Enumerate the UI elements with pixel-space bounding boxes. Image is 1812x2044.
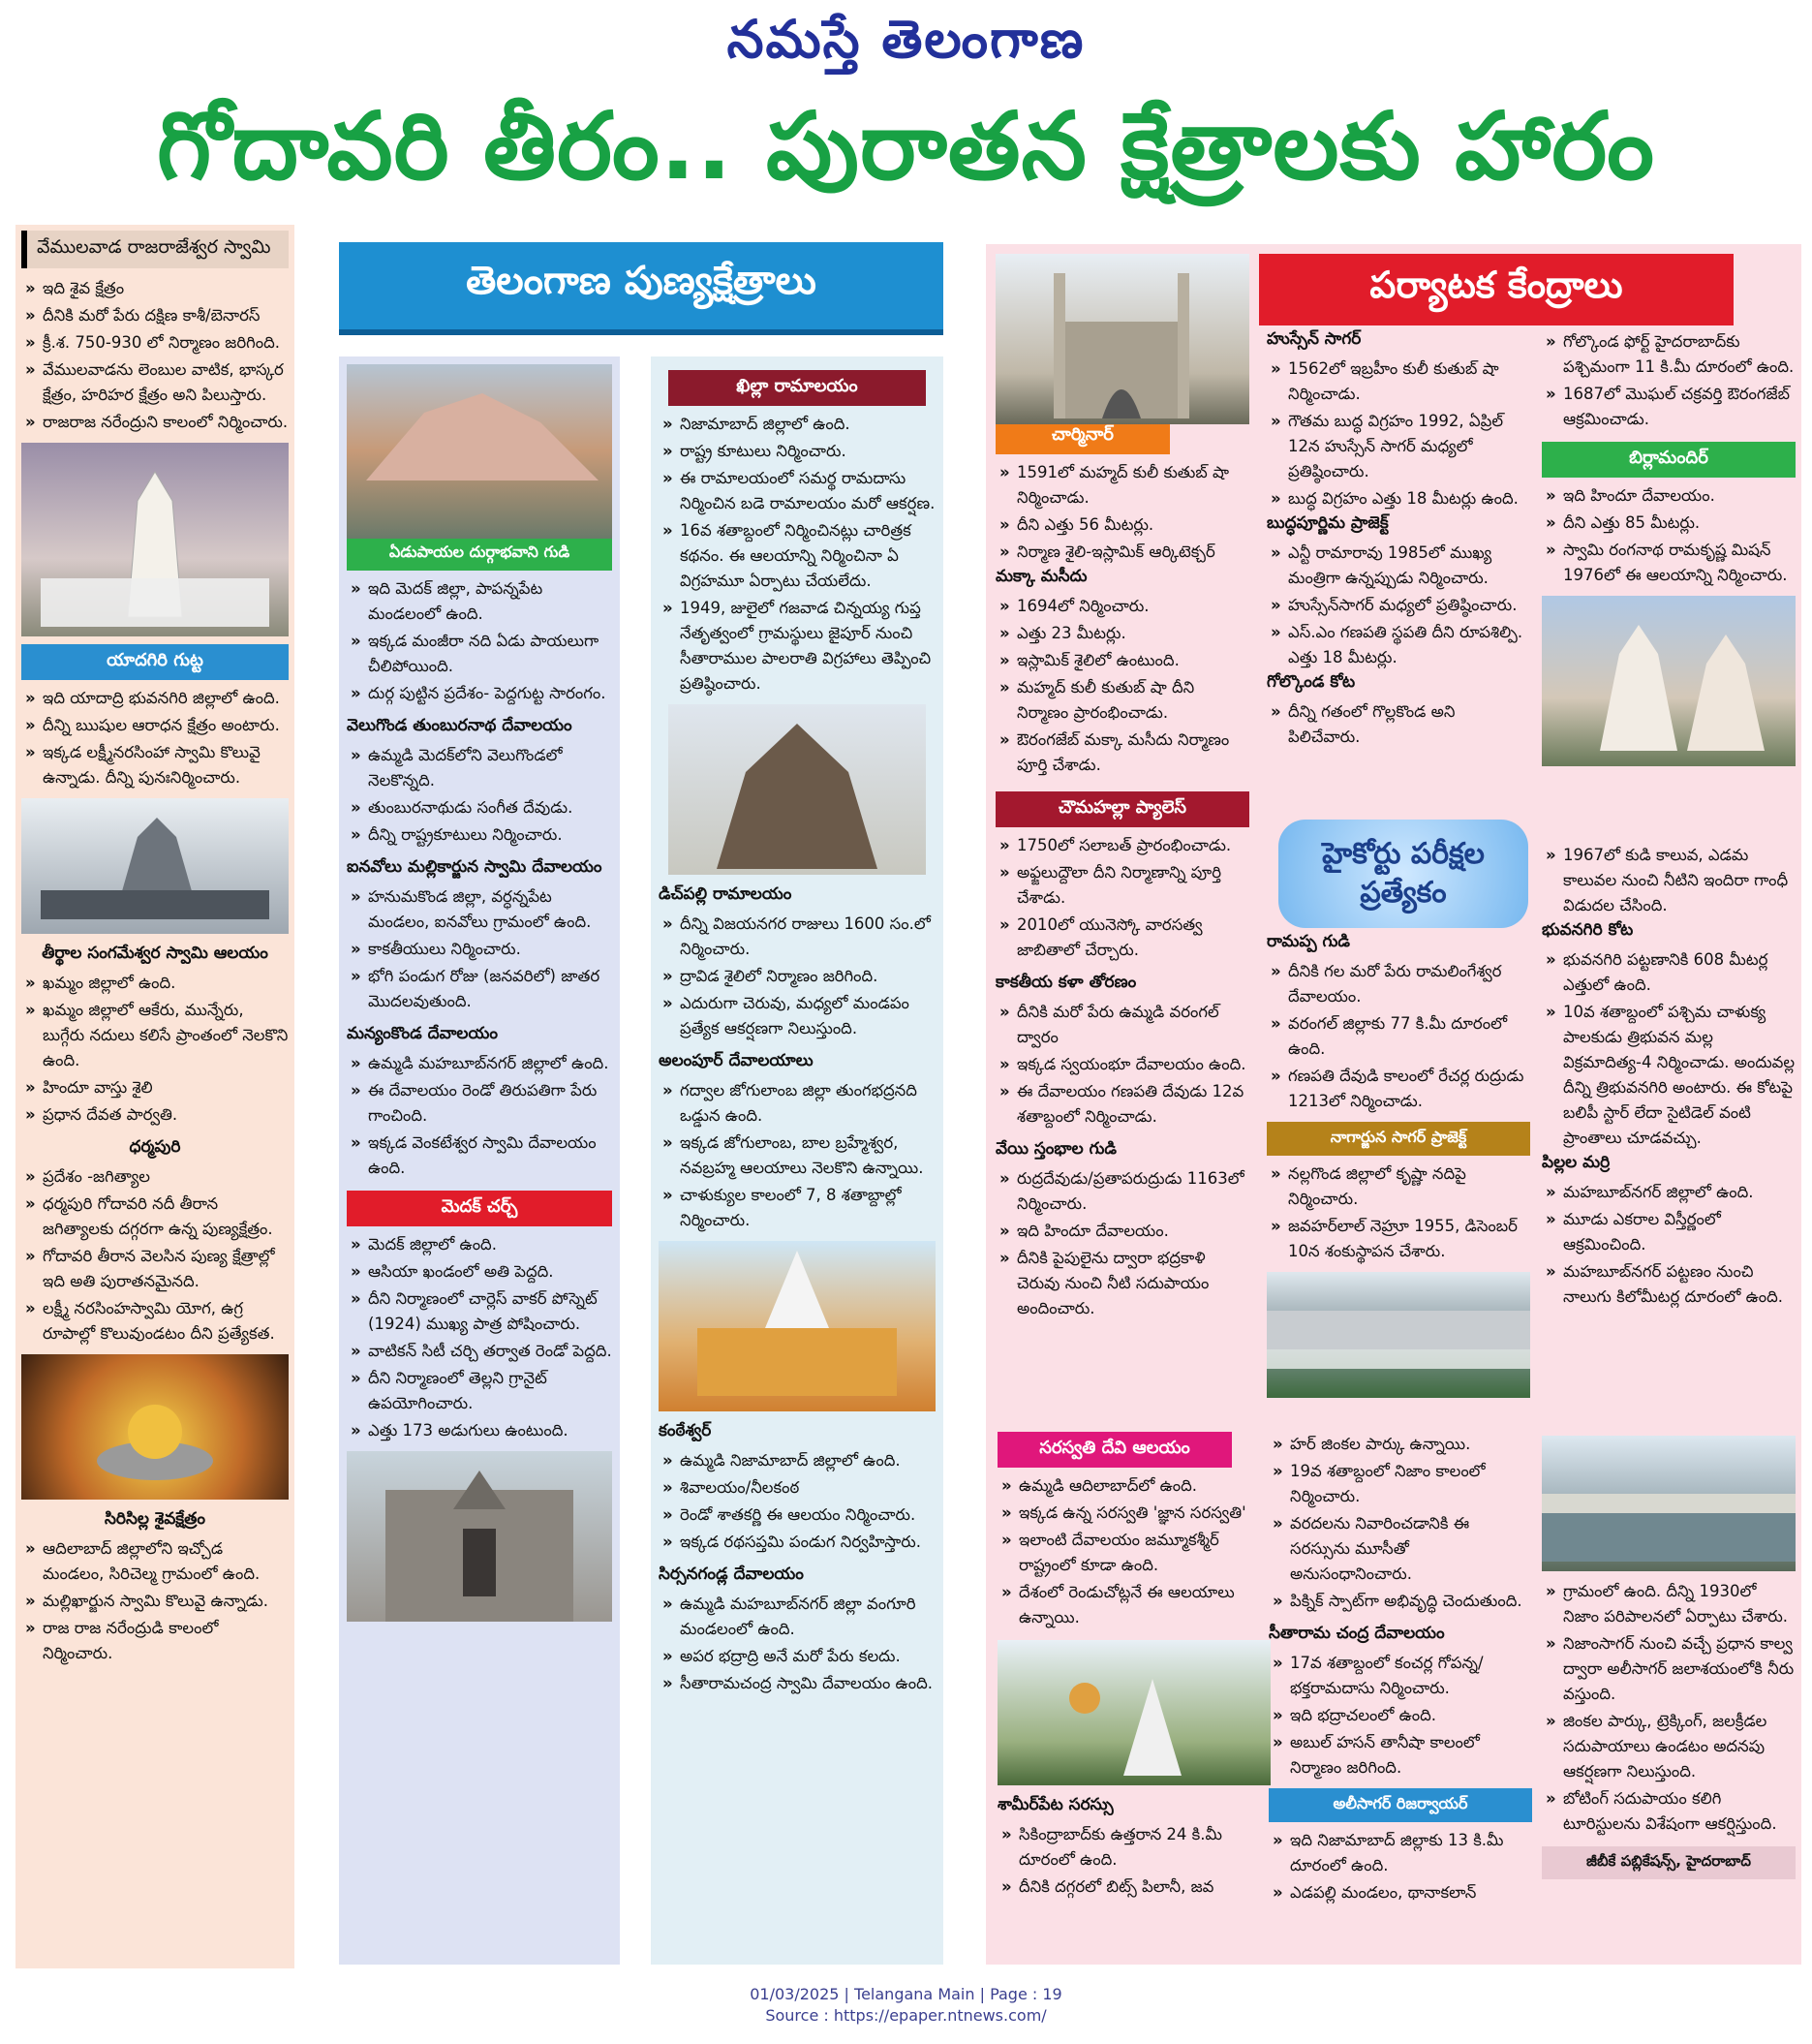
alisagar-photo [1542, 1436, 1796, 1571]
edupayala-title: ఏడుపాయల దుర్గాభవాని గుడి [347, 537, 612, 571]
list-item: » ఎన్టీ రామారావు 1985లో ముఖ్య మంత్రిగా ఉన్నప్పుడు నిర్మించారు. [1267, 541, 1530, 591]
alampur-title: అలంపూర్ దేవాలయాలు [659, 1051, 814, 1070]
charminar-photo [996, 254, 1249, 424]
col1-panel [15, 225, 294, 1968]
list-item: » జింకల పార్కు, ట్రెక్కింగ్, జలక్రీడల సదుపాయాలు ఉండటం అదనపు ఆకర్షణగా నిలుస్తుంది. [1542, 1709, 1796, 1784]
publisher-credit: జీబీకే పబ్లికేషన్స్, హైదరాబాద్ [1542, 1846, 1796, 1879]
list-item: » ఇక్కడ మంజీరా నది ఏడు పాయలుగా చీలిపోయింది. [347, 629, 612, 679]
chowmahalla-list [996, 833, 1249, 963]
list-item: » దీన్ని రాష్ట్రకూటులు నిర్మించారు. [347, 822, 612, 848]
list-item: » ప్రదేశం -జగిత్యాల [21, 1164, 289, 1190]
saraswati-list [998, 1473, 1271, 1630]
list-item: » నల్లగొండ జిల్లాలో కృష్ణా నదిపై నిర్మించారు. [1267, 1161, 1530, 1212]
list-item: » ఆసియా ఖండంలో అతి పెద్దది. [347, 1259, 612, 1285]
list-item: » రెండో శాతకర్ణి ఈ ఆలయం నిర్మించారు. [659, 1502, 936, 1528]
masthead-logo: నమస్తే తెలంగాణ [726, 8, 1086, 70]
seetharama-list [1269, 1651, 1532, 1781]
footer-date-line: 01/03/2025 | Telangana Main | Page : 19 [750, 1985, 1062, 2003]
medak-church-photo [347, 1451, 612, 1622]
list-item: » ఇది యాదాద్రి భువనగిరి జిల్లాలో ఉంది. [21, 686, 289, 711]
buddha-list [1267, 541, 1530, 670]
alisagar-title: అలీసాగర్ రిజర్వాయర్ [1269, 1788, 1532, 1822]
inavolu-list [347, 884, 612, 1014]
col4-lower [998, 1432, 1271, 1955]
list-item: » మహ్మద్ కులీ కుతుబ్ షా దీని నిర్మాణం ప్రారంభించాడు. [996, 675, 1249, 726]
makka-title: మక్కా మసీదు [996, 567, 1088, 586]
right-banner-text: పర్యాటక కేంద్రాలు [1369, 263, 1623, 306]
list-item: » అఫ్జలుద్దౌలా దీని నిర్మాణాన్ని పూర్తి చేశాడు. [996, 860, 1249, 911]
center-banner [339, 242, 943, 335]
list-item: » దీనికి దగ్గరలో బిట్స్ పిలానీ, జవ [998, 1874, 1271, 1900]
list-item: » దీనికి మరో పేరు ఉమ్మడి వరంగల్ ద్వారం [996, 1000, 1249, 1050]
ramappa-title: రామప్ప గుడి [1267, 932, 1350, 951]
bhongir-list [1542, 947, 1796, 1151]
dharmapuri-list [21, 1164, 289, 1347]
list-item: » నిజాంసాగర్ నుంచి వచ్చే ప్రధాన కాల్వ ద్వారా అలీసాగర్ జలాశయంలోకి నీరు వస్తుంది. [1542, 1631, 1796, 1707]
list-item: » అపర భద్రాద్రి అనే మరో పేరు కలదు. [659, 1644, 936, 1669]
nagarjuna-list [1267, 1161, 1530, 1264]
list-item: » నిర్మాణ శైలి-ఇస్లామిక్ ఆర్కిటెక్చర్ [996, 540, 1249, 565]
list-item: » చాళుక్యుల కాలంలో 7, 8 శతాబ్దాల్లో నిర్మించారు. [659, 1183, 936, 1233]
col6-lower [1542, 1436, 1796, 1959]
medak-title: మెదక్ చర్చ్ [347, 1191, 612, 1226]
list-item: » గ్రామంలో ఉంది. దీన్ని 1930లో నిజాం పరిపాలనలో ఏర్పాటు చేశారు. [1542, 1579, 1796, 1629]
list-item: » 1591లో మహ్మద్ కులీ కుతుబ్ షా నిర్మించాడు. [996, 460, 1249, 511]
chowmahalla-title: చౌమహల్లా ప్యాలెస్ [996, 791, 1249, 827]
list-item: » ధర్మపురి గోదావరి నదీ తీరాన జగిత్యాలకు దగ్గరగా ఉన్న పుణ్యక్షేత్రం. [21, 1192, 289, 1242]
hussain-title: హుస్సేన్ సాగర్ [1267, 329, 1362, 349]
charminar-title: చార్మినార్ [996, 418, 1170, 454]
edupayala-list [347, 576, 612, 706]
col5-lower [1269, 1432, 1532, 1955]
list-item: » వాటికన్ సిటీ చర్చి తర్వాత రెండో పెద్దది. [347, 1339, 612, 1364]
list-item: » హర్ జింకల పార్కు ఉన్నాయి. [1269, 1432, 1532, 1457]
list-item: » ఈ రామాలయంలో సమర్థ రామదాసు నిర్మించిన బడె రామాలయం మరో ఆకర్షణ. [659, 466, 936, 516]
list-item: » బుద్ధ విగ్రహం ఎత్తు 18 మీటర్లు ఉంది. [1267, 486, 1530, 511]
col4 [996, 254, 1249, 1416]
veyi-list [996, 1166, 1249, 1321]
list-item: » పిక్నిక్ స్పాట్‌గా అభివృద్ధి చెందుతుంది. [1269, 1589, 1532, 1614]
shamirpet-cont-list [1269, 1432, 1532, 1614]
col5-upper [1267, 329, 1530, 814]
list-item: » కాకతీయులు నిర్మించారు. [347, 937, 612, 962]
list-item: » ఎత్తు 173 అడుగులు ఉంటుంది. [347, 1418, 612, 1443]
list-item: » బోటింగ్ సదుపాయం కలిగి టూరిస్టులను విశేషంగా ఆకర్షిస్తుంది. [1542, 1786, 1796, 1837]
list-item: » ఇక్కడ ఉన్న సరస్వతి 'జ్ఞాన సరస్వతి' [998, 1501, 1271, 1526]
medak-list [347, 1232, 612, 1443]
golconda-fort-list [1542, 329, 1796, 432]
list-item: » దీని నిర్మాణంలో చార్లెస్ వాకర్ పోస్నెట్ (1924) ముఖ్య పాత్ర పోషించారు. [347, 1286, 612, 1337]
list-item: » ఆదిలాబాద్ జిల్లాలోని ఇచ్చోడ మండలం, సిరిచెల్మ గ్రామంలో ఉంది. [21, 1536, 289, 1587]
list-item: » వరంగల్ జిల్లాకు 77 కి.మీ దూరంలో ఉంది. [1267, 1011, 1530, 1062]
list-item: » ఇక్కడ జోగులాంబ, బాల బ్రహ్మేశ్వర, నవబ్రహ్మ ఆలయాలు నెలకొని ఉన్నాయి. [659, 1130, 936, 1181]
col2-panel [339, 356, 620, 1965]
list-item: » ఉమ్మడి మెదక్‌లోని వెలుగొండలో నెలకొన్నది. [347, 743, 612, 793]
list-item: » ప్రధాన దేవత పార్వతి. [21, 1102, 289, 1128]
list-item: » సికింద్రాబాద్‌కు ఉత్తరాన 24 కి.మీ దూరంలో ఉంది. [998, 1822, 1271, 1873]
list-item: » 16వ శతాబ్దంలో నిర్మించినట్లు చారిత్రక కథనం. ఈ ఆలయాన్ని నిర్మించినా ఏ విగ్రహమూ ఏర్పాటు చేయలేదు. [659, 518, 936, 594]
list-item: » ఉమ్మడి మహబూబ్‌నగర్ జిల్లా వంగూరి మండలంలో ఉంది. [659, 1592, 936, 1642]
yadagiri-title: యాదగిరి గుట్ట [21, 644, 289, 680]
list-item: » జవహర్‌లాల్ నెహ్రూ 1955, డిసెంబర్ 10న శంకుస్థాపన చేశారు. [1267, 1214, 1530, 1264]
footer [0, 1984, 1812, 2027]
list-item: » హిందూ వాస్తు శైలి [21, 1075, 289, 1100]
list-item: » రుద్రదేవుడు/ప్రతాపరుద్రుడు 1163లో నిర్మించారు. [996, 1166, 1249, 1217]
special-badge-text: హైకోర్టు పరీక్షల ప్రత్యేకం [1322, 837, 1485, 910]
list-item: » భోగి పండుగ రోజు (జనవరిలో) జాతర మొదలవుతుంది. [347, 964, 612, 1014]
sirisilla-photo [21, 1354, 289, 1500]
list-item: » 2010లో యునెస్కో వారసత్వ జాబితాలో చేర్చారు. [996, 913, 1249, 963]
manyamkonda-list [347, 1051, 612, 1181]
list-item: » రాష్ట్ర కూటులు నిర్మించారు. [659, 439, 936, 464]
list-item: » ఔరంగజేబ్ మక్కా మసీదు నిర్మాణం పూర్తి చేశాడు. [996, 728, 1249, 778]
list-item: » ఎదురుగా చెరువు, మధ్యలో మండపం ప్రత్యేక ఆకర్షణగా నిలుస్తుంది. [659, 991, 936, 1041]
list-item: » మహబూబ్‌నగర్ పట్టణం నుంచి నాలుగు కిలోమీటర్ల దూరంలో ఉంది. [1542, 1259, 1796, 1310]
vemulawada-photo [21, 443, 289, 636]
yadagiri-photo [21, 798, 289, 934]
list-item: » ఈ దేవాలయం గణపతి దేవుడు 12వ శతాబ్దంలో నిర్మించాడు. [996, 1079, 1249, 1130]
edupayala-photo [347, 364, 612, 539]
charminar-list [996, 460, 1249, 565]
list-item: » దీనికి మరో పేరు దక్షిణ కాశీ/బెనారస్ [21, 303, 289, 328]
teerthala-list [21, 971, 289, 1128]
list-item: » దీనికి పైపులైను ద్వారా భద్రకాళి చెరువు నుంచి నీటి సదుపాయం అందించారు. [996, 1246, 1249, 1321]
alisagar-cont-list [1542, 1579, 1796, 1837]
list-item: » ఇక్కడ వెంకటేశ్వర స్వామి దేవాలయం ఉంది. [347, 1130, 612, 1181]
golconda-list [1267, 699, 1530, 750]
list-item: » క్రీ.శ. 750-930 లో నిర్మాణం జరిగింది. [21, 330, 289, 356]
sirisilla-list [21, 1536, 289, 1666]
kakatiya-title: కాకతీయ కళా తోరణం [996, 973, 1137, 992]
special-badge [1278, 820, 1528, 928]
list-item: » దీన్ని విజయనగర రాజులు 1600 సం.లో నిర్మించారు. [659, 912, 936, 962]
list-item: » దీని ఎత్తు 85 మీటర్లు. [1542, 511, 1796, 536]
list-item: » శివాలయం/నీలకంఠ [659, 1475, 936, 1501]
yadagiri-list [21, 686, 289, 790]
shamirpet-list [998, 1822, 1271, 1900]
list-item: » 1750లో సలాబత్ ప్రారంభించాడు. [996, 833, 1249, 858]
list-item: » ఇది శైవ క్షేత్రం [21, 276, 289, 301]
list-item: » ఉమ్మడి నిజామాబాద్ జిల్లాలో ఉంది. [659, 1448, 936, 1473]
velugonda-title: వెలుగొండ తుంబురనాథ దేవాలయం [347, 716, 572, 735]
inavolu-title: ఐనవోలు మల్లికార్జున స్వామి దేవాలయం [347, 857, 602, 877]
vemulawada-title: వేములవాడ రాజరాజేశ్వర స్వామి [21, 231, 289, 268]
list-item: » ఇది హిందూ దేవాలయం. [1542, 483, 1796, 509]
list-item: » ద్రావిడ శైలిలో నిర్మాణం జరిగింది. [659, 964, 936, 989]
golconda-title: గోల్కొండ కోట [1267, 672, 1356, 692]
kanteshwar-photo [659, 1241, 936, 1411]
dichpalli-list [659, 912, 936, 1041]
seetharama-title: సీతారామ చంద్ర దేవాలయం [1269, 1624, 1445, 1643]
sirsanagandla-title: సిర్సనగండ్ల దేవాలయం [659, 1564, 804, 1584]
sirsanagandla-list [659, 1592, 936, 1696]
teerthala-title: తీర్థాల సంగమేశ్వర స్వామి ఆలయం [42, 944, 268, 963]
list-item: » 19వ శతాబ్దంలో నిజాం కాలంలో నిర్మించారు. [1269, 1459, 1532, 1509]
dichpalli-title: డిచ్‌పల్లి రామాలయం [659, 884, 792, 904]
list-item: » అబుల్ హసన్ తానీషా కాలంలో నిర్మాణం జరిగింది. [1269, 1730, 1532, 1781]
buddha-title: బుద్ధపూర్ణిమ ప్రాజెక్ట్ [1267, 513, 1389, 533]
makka-list [996, 594, 1249, 778]
list-item: » గద్వాల జోగులాంబ జిల్లా తుంగభద్రనది ఒడ్డున ఉంది. [659, 1078, 936, 1129]
list-item: » ఖమ్మం జిల్లాలో ఆకేరు, మున్నేరు, బుగ్గేరు నదులు కలిసే ప్రాంతంలో నెలకొని ఉంది. [21, 998, 289, 1073]
list-item: » 1562లో ఇబ్రహీం కులీ కుతుబ్ షా నిర్మించాడు. [1267, 356, 1530, 407]
hussain-list [1267, 356, 1530, 511]
list-item: » ఉమ్మడి మహబూబ్‌నగర్ జిల్లాలో ఉంది. [347, 1051, 612, 1076]
bhongir-title: భువనగిరి కోట [1542, 920, 1634, 940]
list-item: » హుస్సేన్‌సాగర్ మధ్యలో ప్రతిష్ఠించారు. [1267, 593, 1530, 618]
vemulawada-list [21, 276, 289, 435]
list-item: » తుంబురనాథుడు సంగీత దేవుడు. [347, 795, 612, 821]
list-item: » లక్ష్మీ నరసింహస్వామి యోగ, ఉగ్ర రూపాల్లో కొలువుండటం దీని ప్రత్యేకత. [21, 1296, 289, 1347]
list-item: » 1967లో కుడి కాలువ, ఎడమ కాలువల నుంచి నీటిని ఇందిరా గాంధీ విడుదల చేసింది. [1542, 843, 1796, 918]
list-item: » వరదలను నివారించడానికి ఈ సరస్సును మూసీతో అనుసంధానించారు. [1269, 1511, 1532, 1587]
sirisilla-title: సిరిసిల్ల శైవక్షేత్రం [104, 1509, 206, 1529]
manyamkonda-title: మన్యంకొండ దేవాలయం [347, 1024, 498, 1043]
list-item: » మహబూబ్‌నగర్ జిల్లాలో ఉంది. [1542, 1180, 1796, 1205]
pillalamarri-title: పిల్లల మర్రి [1542, 1153, 1611, 1172]
list-item: » దేశంలో రెండుచోట్లనే ఈ ఆలయాలు ఉన్నాయి. [998, 1580, 1271, 1630]
alisagar-list [1269, 1828, 1532, 1905]
list-item: » గౌతమ బుద్ధ విగ్రహం 1992, ఏప్రిల్ 12న హుస్సేన్ సాగర్ మధ్యలో ప్రతిష్ఠించారు. [1267, 409, 1530, 484]
shamirpet-title: శామీర్‌పేట సరస్సు [998, 1795, 1114, 1814]
list-item: » నిజామాబాద్ జిల్లాలో ఉంది. [659, 412, 936, 437]
list-item: » 10వ శతాబ్దంలో పశ్చిమ చాళుక్య పాలకుడు త్రిభువన మల్ల విక్రమాదిత్య-4 నిర్మించాడు. అందువల్ల దీన్ని త్రిభువనగిరి అంటారు. ఈ కోటపై బలిపీ స్టార్ లేదా సైటిడెల్ వంటి ప్రాంతాలు చూడవచ్చు. [1542, 1000, 1796, 1151]
list-item: » 1687లో మొఘల్ చక్రవర్తి ఔరంగజేబ్ ఆక్రమించాడు. [1542, 382, 1796, 432]
list-item: » ఇక్కడ లక్ష్మీనరసింహా స్వామి కొలువై ఉన్నాడు. దీన్ని పునఃనిర్మించారు. [21, 740, 289, 790]
khilla-list [659, 412, 936, 697]
list-item: » ఉమ్మడి ఆదిలాబాద్‌లో ఉంది. [998, 1473, 1271, 1499]
saraswati-title: సరస్వతి దేవి ఆలయం [998, 1432, 1232, 1468]
list-item: » భువనగిరి పట్టణానికి 608 మీటర్ల ఎత్తులో ఉంది. [1542, 947, 1796, 998]
page-headline: గోదావరి తీరం.. పురాతన క్షేత్రాలకు హారం [157, 92, 1655, 201]
nsp-cont-list [1542, 843, 1796, 918]
list-item: » ఇది భద్రాచలంలో ఉంది. [1269, 1703, 1532, 1728]
list-item: » దీన్ని గతంలో గొల్లకొండ అని పిలిచేవారు. [1267, 699, 1530, 750]
list-item: » దీని ఎత్తు 56 మీటర్లు. [996, 512, 1249, 538]
saraswati-photo [998, 1640, 1271, 1785]
kanteshwar-list [659, 1448, 936, 1555]
list-item: » ఎస్.ఎం గణపతి స్థపతి దీని రూపశిల్పి. ఎత్తు 18 మీటర్లు. [1267, 620, 1530, 670]
right-banner [1259, 254, 1734, 325]
list-item: » దీన్ని ఋషుల ఆరాధన క్షేత్రం అంటారు. [21, 713, 289, 738]
list-item: » ఇక్కడ రథసప్తమి పండుగ నిర్వహిస్తారు. [659, 1530, 936, 1555]
list-item: » ఎత్తు 23 మీటర్లు. [996, 621, 1249, 646]
list-item: » ఇలాంటి దేవాలయం జమ్మూకశ్మీర్ రాష్ట్రంలో కూడా ఉంది. [998, 1528, 1271, 1578]
dharmapuri-title: ధర్మపురి [129, 1137, 181, 1157]
list-item: » ఎడపల్లి మండలం, థానాకలాన్ [1269, 1880, 1532, 1905]
list-item: » స్వామి రంగనాథ రామకృష్ణ మిషన్ 1976లో ఈ ఆలయాన్ని నిర్మించారు. [1542, 538, 1796, 588]
list-item: » దీని నిర్మాణంలో తెల్లని గ్రానైట్ ఉపయోగించారు. [347, 1366, 612, 1416]
list-item: » మెదక్ జిల్లాలో ఉంది. [347, 1232, 612, 1257]
list-item: » గణపతి దేవుడి కాలంలో రేచర్ల రుద్రుడు 1213లో నిర్మించాడు. [1267, 1064, 1530, 1114]
list-item: » ఈ దేవాలయం రెండో తిరుపతిగా పేరు గాంచింది. [347, 1078, 612, 1129]
list-item: » 1694లో నిర్మించారు. [996, 594, 1249, 619]
birla-title: బిర్లామందిర్ [1542, 442, 1796, 478]
list-item: » ఖమ్మం జిల్లాలో ఉంది. [21, 971, 289, 996]
footer-source-link[interactable]: Source : https://epaper.ntnews.com/ [765, 2006, 1047, 2025]
list-item: » 1949, జులైలో గజవాడ చిన్నయ్య గుప్త నేతృత్వంలో గ్రామస్థులు జైపూర్ నుంచి సీతారాముల పాలరాతి విగ్రహాలు తెప్పించి ప్రతిష్ఠించారు. [659, 596, 936, 697]
list-item: » ఇది హిందూ దేవాలయం. [996, 1219, 1249, 1244]
list-item: » దీనికి గల మరో పేరు రామలింగేశ్వర దేవాలయం. [1267, 959, 1530, 1009]
birla-photo [1542, 596, 1796, 766]
list-item: » ఇది నిజామాబాద్ జిల్లాకు 13 కి.మీ దూరంలో ఉంది. [1269, 1828, 1532, 1878]
list-item: » గోదావరి తీరాన వెలసిన పుణ్య క్షేత్రాల్లో ఇది అతి పురాతనమైనది. [21, 1244, 289, 1294]
list-item: » దుర్గ పుట్టిన ప్రదేశం- పెద్దగుట్ట సారంగం. [347, 681, 612, 706]
list-item: » మల్లిఖార్జున స్వామి కొలువై ఉన్నాడు. [21, 1589, 289, 1614]
list-item: » సీతారామచంద్ర స్వామి దేవాలయం ఉంది. [659, 1671, 936, 1696]
list-item: » వేములవాడను లెంబుల వాటిక, భాస్కర క్షేత్రం, హరిహర క్షేత్రం అని పిలుస్తారు. [21, 357, 289, 408]
list-item: » రాజరాజ నరేంద్రుని కాలంలో నిర్మించారు. [21, 410, 289, 435]
list-item: » గోల్కొండ ఫోర్ట్ హైదరాబాద్‌కు పశ్చిమంగా 11 కి.మీ దూరంలో ఉంది. [1542, 329, 1796, 380]
list-item: » ఇక్కడ స్వయంభూ దేవాలయం ఉంది. [996, 1052, 1249, 1077]
list-item: » రాజ రాజ నరేంద్రుడి కాలంలో నిర్మించారు. [21, 1616, 289, 1666]
kakatiya-list [996, 1000, 1249, 1130]
nagarjuna-title: నాగార్జున సాగర్ ప్రాజెక్ట్ [1267, 1122, 1530, 1156]
khilla-title: ఖిల్లా రామాలయం [668, 370, 926, 406]
nagarjuna-photo [1267, 1272, 1530, 1398]
kanteshwar-title: కంఠేశ్వర్ [659, 1421, 712, 1440]
ramappa-list [1267, 959, 1530, 1114]
col6-middle [1542, 843, 1796, 1385]
center-banner-text: తెలంగాణ పుణ్యక్షేత్రాలు [466, 259, 816, 303]
list-item: » 17వ శతాబ్దంలో కంచర్ల గోపన్న/భక్తరామదాసు నిర్మించారు. [1269, 1651, 1532, 1701]
pillalamarri-list [1542, 1180, 1796, 1310]
col6-upper [1542, 329, 1796, 852]
birla-list [1542, 483, 1796, 588]
alampur-list [659, 1078, 936, 1233]
list-item: » ఇది మెదక్ జిల్లా, పాపన్నపేట మండలంలో ఉంది. [347, 576, 612, 627]
list-item: » హనుమకొండ జిల్లా, వర్ధన్నపేట మండలం, ఐనవోలు గ్రామంలో ఉంది. [347, 884, 612, 935]
col5-middle [1267, 932, 1530, 1416]
list-item: » మూడు ఎకరాల విస్తీర్ణంలో ఆక్రమించింది. [1542, 1207, 1796, 1257]
velugonda-list [347, 743, 612, 848]
veyi-title: వేయి స్తంభాల గుడి [996, 1139, 1117, 1159]
col3-panel [651, 356, 943, 1965]
dichpalli-photo [668, 704, 926, 875]
list-item: » ఇస్లామిక్ శైలిలో ఉంటుంది. [996, 648, 1249, 673]
